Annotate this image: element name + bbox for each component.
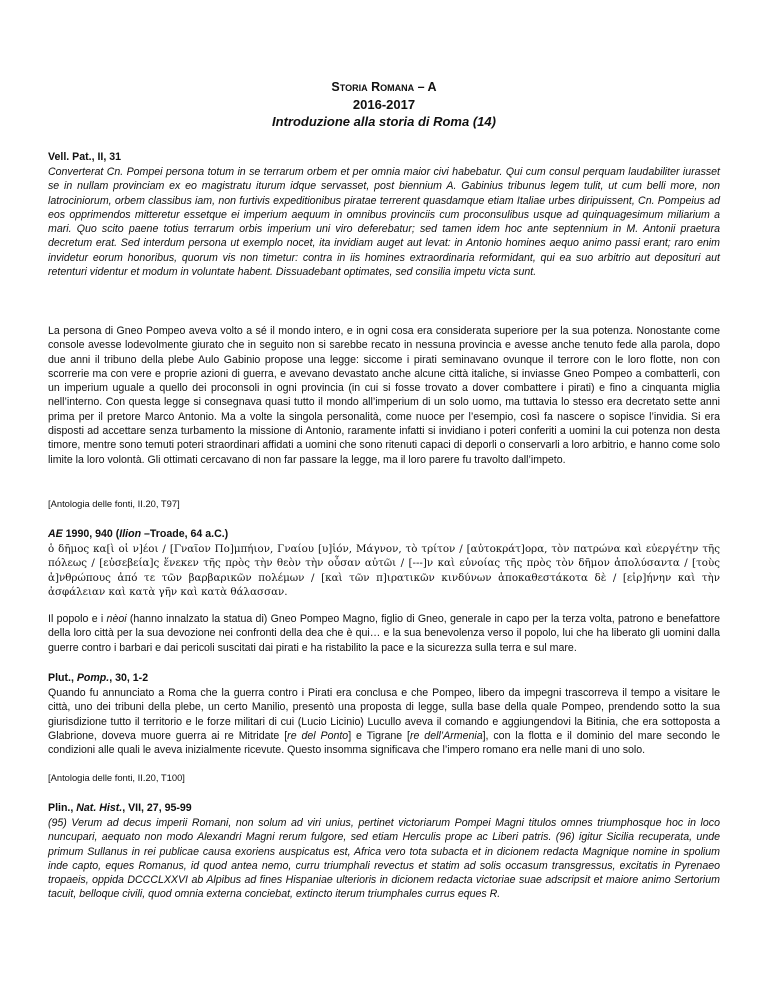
latin-passage: Converterat Cn. Pompei persona totum in se terrarum orbem et per omnia maior civi habebatur. Qui cum consul perquam laudabiliter iurasset se in nullam provinciam ex eo magistratu iturum idque servasset, post biennium A. Gabinius tribunus legem tulit, ut cum belli more, non latrociniorum, orbem classibus iam, non furtivis expeditionibus piratae terrerent quasdamque etiam Italiae urbes diripuissent, Cn. Pompeius ad eos opprimendos mitteretur essetque ei imperium aequum in omnibus provinciis cum proconsulibus usque ad quinquagesimum miliarium a mari. Quo scito paene totius terrarum orbis imperium uni viro deferebatur; sed tamen idem hoc ante septennium in M. Antonii praetura decretum erat. Sed interdum persona ut exemplo nocet, ita invidiam auget aut levat: in Antonio homines aequo animo passi erant; raro enim invidetur eorum honoribus, quorum vis non timetur: contra in iis homines extraordinaria reformidant, qui ea suo arbitrio aut deposituri aut retenturi videntur et modum in voluntate habent. Dissuadebant optimates, sed consilia impetu victa sunt. xyxy=(48,166,720,279)
reference-work: Nat. Hist. xyxy=(76,802,123,814)
translation-text: ], con la flotta e il dominio del mare secondo le condizioni alle quali le aveva inizialmente ricevute. Questo insomma significava che l’impero romano era nelle mani di uno solo. xyxy=(48,729,720,757)
reference-chapter: , VII, 27, 95-99 xyxy=(122,802,192,814)
lecture-subtitle: Introduzione alla storia di Roma (14) xyxy=(272,114,496,129)
academic-year: 2016-2017 xyxy=(352,97,416,112)
course-title xyxy=(48,80,720,94)
reference-journal: AE xyxy=(48,528,63,540)
italian-translation: La persona di Gneo Pompeo aveva volto a sé il mondo intero, e in ogni cosa era considerata superiore per la sua potenza. Nonostante come console avesse lodevolmente giurato che in seguito non si sarebbe recato in nessuna provincia e avesse anche tenuto fede alla parola, dopo due anni il tribuno della plebe Aulo Gabinio propose una legge: siccome i pirati seminavano ovunque il terrore con le loro flotte, non con scorrerie ma con vere e proprie azioni di guerra, e avevano devastato anche alcune città italiche, si inviasse Gneo Pompeo a combatterli, con un imperium uguale a quello dei proconsoli in ogni provincia (in cui si fosse trovato a dover combattere i pirati) e fino a cinquanta miglia nell’interno. Con questa legge si consegnava quasi tutto il mondo all’imperium di un solo uomo, ma tuttavia lo stesso era decretato sette anni prima per il pretore Marco Antonio. Ma a volte la singola personalità, come nuoce per l’esempio, così fa nascere o sopisce l’invidia. Si era disposti ad accettare senza turbamento la missione di Antonio, raramente infatti si invidiano i poteri conferiti a uomini la cui potenza non desta timore, mentre sono temuti poteri straordinari affidati a uomini che sono ritenuti capaci di deporli o conservarli a loro arbitrio, e hanno come solo limite la loro volontà. Gli ottimati cercavano di non far passare la legge, ma il loro parere fu travolto dall’impeto. xyxy=(48,325,720,466)
reference-date: –Troade, 64 a.C.) xyxy=(141,528,229,540)
greek-inscription: ὁ δῆμος κα[ὶ οἱ ν]έοι / [Γναῖον Πο]μπήιον, Γναίου [υ]ἱόν, Μάγνον, τὸ τρίτον / [αὐτοκράτ]ορα, τὸν πατρώνα καὶ εὐεργέτην τῆς πόλεως / [εὐσεβεία]ς ἕνεκεν τῆς πρὸς τὴν θεὸν τὴν οὖσαν αὐτῶι / [---]ν καὶ εὐνοίας τῆς πρὸς τὸν δῆμον ἀπολύσαντα / [τοὺς ἀ]νθρώπους ἀπό τε τῶν βαρβαρικῶν πολέμων / [καὶ τῶν π]ιρατικῶν κινδύνων ἀποκαθεστάκοτα δὲ / [εἰρ]ήνην καὶ τὴν ἀσφάλειαν καὶ κατὰ γῆν καὶ κατὰ θάλασσαν. xyxy=(48,543,720,598)
course-letter: A xyxy=(427,80,437,94)
translation-note: re dell’Armenia xyxy=(410,729,483,742)
section-reference xyxy=(48,150,720,164)
section-reference xyxy=(48,527,720,541)
course-separator: – xyxy=(414,80,428,94)
italian-translation xyxy=(48,612,720,655)
section-reference xyxy=(48,801,720,815)
reference-author: Plut., xyxy=(48,672,77,684)
latin-passage: (95) Verum ad decus imperii Romani, non solum ad viri unius, pertinet victoriarum Pompei Magni titulos omnes triumphosque hoc in loco nuncupari, aequato non modo Alexandri Magni rerum fulgore, sed etiam Herculis prope ac Liberi patris. (96) igitur Sicilia recuperata, unde primum Sullanus in rei publicae causa exoriens auspicatus est, Africa vero tota subacta et in dicionem redacta Magnique nomine in spolium inde capto, eques Romanus, id quod antea nemo, curru triumphali revectus et statim ad solis occasum transgressus, excitatis in Pyrenaeo tropaeis, oppida DCCCLXXVI ab Alpibus ad fines Hispaniae ulterioris in dicionem redacta victoriae suae adscripsit et maiore animo Sertorium tacuit, belloque civili, quod omnia externa conciebat, extincto iterum triumphales currus eques R. xyxy=(48,817,720,901)
translation-text: ] e Tigrane [ xyxy=(348,729,410,742)
translation-note: re del Ponto xyxy=(287,729,349,742)
translation-text: (hanno innalzato la statua di) Gneo Pompeo Magno, figlio di Gneo, generale in capo per la terza volta, patrono e benefattore della loro città per la sua devozione nei confronti della dea che è qui… e la sua benevolenza verso il popolo, lui che ha liberato gli uomini dalla guerre contro i barbari e dai pericoli suscitati dai pirati e ha ristabilito la pace e la sicurezza sulla terra e sul mare. xyxy=(48,613,720,654)
reference-place: Ilion xyxy=(119,528,142,540)
reference-author: Plin., xyxy=(48,802,77,814)
translation-term: nèoi xyxy=(106,613,127,625)
source-citation: [Antologia delle fonti, II.20, T97] xyxy=(48,498,180,509)
source-citation: [Antologia delle fonti, II.20, T100] xyxy=(48,772,185,783)
course-name: Storia Romana xyxy=(331,80,415,94)
italian-translation xyxy=(48,686,720,757)
reference-work: Pomp. xyxy=(76,672,110,684)
reference-chapter: , 30, 1-2 xyxy=(109,672,149,684)
translation-text: Quando fu annunciato a Roma che la guerra contro i Pirati era conclusa e che Pompeo, libero da impegni trascorreva il tempo a visitare le città, uno dei tribuni della plebe, un certo Manilio, presentò una proposta di legge, sulla base della quale Pompeo, prendendo sotto la sua giurisdizione tutto il territorio e le forze militari di cui (Lucio Licinio) Lucullo aveva il comando e aggiungendovi la Bitinia, che era sottoposta a Glabrione, doveva muore guerra ai re Mitridate [ xyxy=(48,687,720,742)
reference-label: Vell. Pat., II, 31 xyxy=(48,151,122,163)
section-reference xyxy=(48,671,720,685)
translation-text: Il popolo e i xyxy=(48,613,107,625)
reference-number: 1990, 940 ( xyxy=(62,528,120,540)
